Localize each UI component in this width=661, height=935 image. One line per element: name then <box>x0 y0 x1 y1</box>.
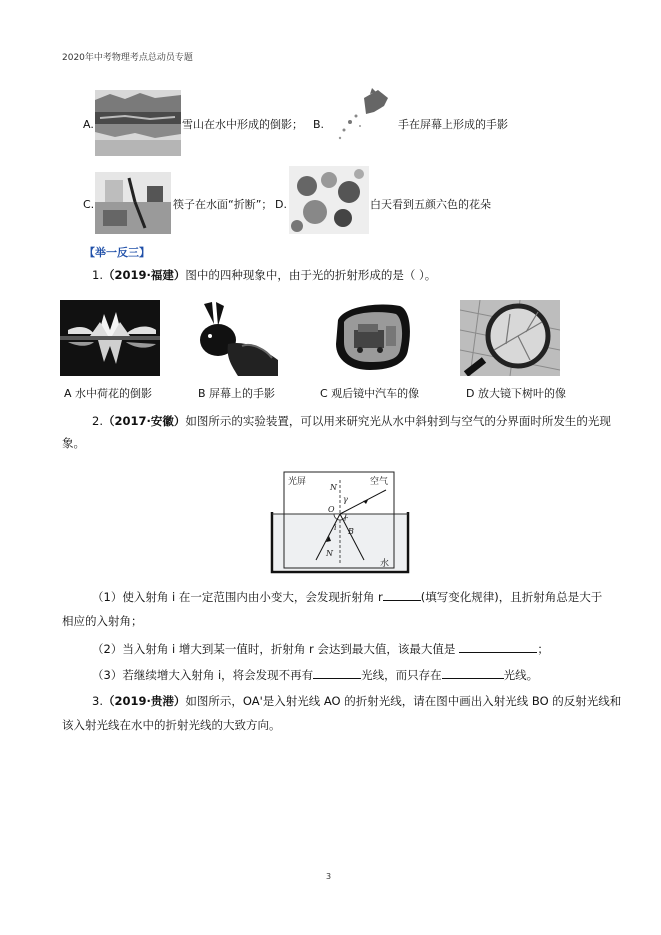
figure-i-label: i <box>334 523 337 532</box>
q2-text-line1: 如图所示的实验装置，可以用来研究光从水中斜射到与空气的分界面时所发生的光现 <box>185 414 611 428</box>
q1-source: （2019·福建） <box>102 268 186 282</box>
q2-sub3-b: 光线，而只存在 <box>361 668 442 682</box>
q3-text-line1: 如图所示，OA'是入射光线 AO 的折射光线，请在图中画出入射光线 BO 的反射光线和 <box>185 694 622 708</box>
q2-sub3-blank1[interactable] <box>313 667 361 679</box>
q2-sub1-line1 <box>92 586 602 608</box>
option-a-text: 雪山在水中形成的倒影； <box>182 118 303 131</box>
q2-stem-line1 <box>92 410 611 432</box>
q2-sub1-blank[interactable] <box>383 589 421 601</box>
option-c-text: 筷子在水面“折断”； <box>173 198 273 211</box>
q2-sub2-blank[interactable] <box>459 641 537 653</box>
option-c-letter: C. <box>83 198 95 211</box>
q2-sub2 <box>92 638 549 660</box>
figure-water-label: 水 <box>380 559 390 569</box>
refraction-experiment-figure <box>268 468 414 580</box>
q2-stem-line2: 象。 <box>62 436 85 450</box>
section-title: 【举一反三】 <box>84 246 150 259</box>
q1-caption-c: C 观后镜中汽车的像 <box>320 387 420 400</box>
option-b-text: 手在屏幕上形成的手影 <box>398 118 508 131</box>
magnifier-leaf-image <box>460 300 560 376</box>
q1-caption-b: B 屏幕上的手影 <box>198 387 276 400</box>
q3-number: 3. <box>92 694 103 708</box>
snow-mountain-reflection-image <box>95 90 181 156</box>
colorful-flowers-image <box>289 166 369 234</box>
figure-r-label: r <box>344 515 348 523</box>
q2-source: （2017·安徽） <box>102 414 186 428</box>
figure-gamma-label: γ <box>343 495 348 504</box>
q2-number: 2. <box>92 414 103 428</box>
option-d-text: 白天看到五颜六色的花朵 <box>370 198 491 211</box>
q2-sub3-a: （3）若继续增大入射角 i，将会发现不再有 <box>92 668 314 682</box>
option-d-letter: D. <box>275 198 287 211</box>
q3-line2: 该入射光线在水中的折射光线的大致方向。 <box>62 718 281 732</box>
q3-line1 <box>92 690 621 712</box>
q2-sub3-c: 光线。 <box>503 668 539 682</box>
figure-normal-label-top: N <box>330 483 337 492</box>
page-number: 3 <box>326 872 332 881</box>
rabbit-hand-shadow-image <box>188 300 278 376</box>
option-a-letter: A. <box>83 118 94 131</box>
chopsticks-in-water-image <box>95 172 171 234</box>
rearview-mirror-image <box>330 300 416 376</box>
figure-air-label: 空气 <box>370 477 389 487</box>
q1-stem <box>92 264 436 286</box>
figure-screen-label: 光屏 <box>288 477 307 487</box>
lotus-reflection-image <box>60 300 160 376</box>
q2-sub1-b: (填写变化规律)，且折射角总是大于 <box>420 590 603 604</box>
q2-sub1-line2: 相应的入射角； <box>62 614 143 628</box>
q2-sub3-blank2[interactable] <box>442 667 504 679</box>
q1-caption-a: A 水中荷花的倒影 <box>64 387 153 400</box>
q1-caption-d: D 放大镜下树叶的像 <box>466 387 566 400</box>
figure-normal-label-bottom: N <box>326 549 333 558</box>
q2-sub1-a: （1）使入射角 i 在一定范围内由小变大，会发现折射角 r <box>92 590 383 604</box>
figure-b-label: B <box>348 527 354 536</box>
q1-text: 图中的四种现象中，由于光的折射形成的是（ ）。 <box>185 268 437 282</box>
figure-origin-label: O <box>328 505 335 514</box>
option-b-letter: B. <box>313 118 325 131</box>
q1-number: 1. <box>92 268 103 282</box>
q2-sub3 <box>92 664 538 686</box>
q2-sub2-text: （2）当入射角 i 增大到某一值时，折射角 r 会达到最大值，该最大值是 <box>92 642 456 656</box>
q2-sub2-end: ； <box>537 642 549 656</box>
hand-shadow-image <box>330 86 396 144</box>
q3-source: （2019·贵港） <box>102 694 186 708</box>
page-header: 2020年中考物理考点总动员专题 <box>62 53 193 63</box>
